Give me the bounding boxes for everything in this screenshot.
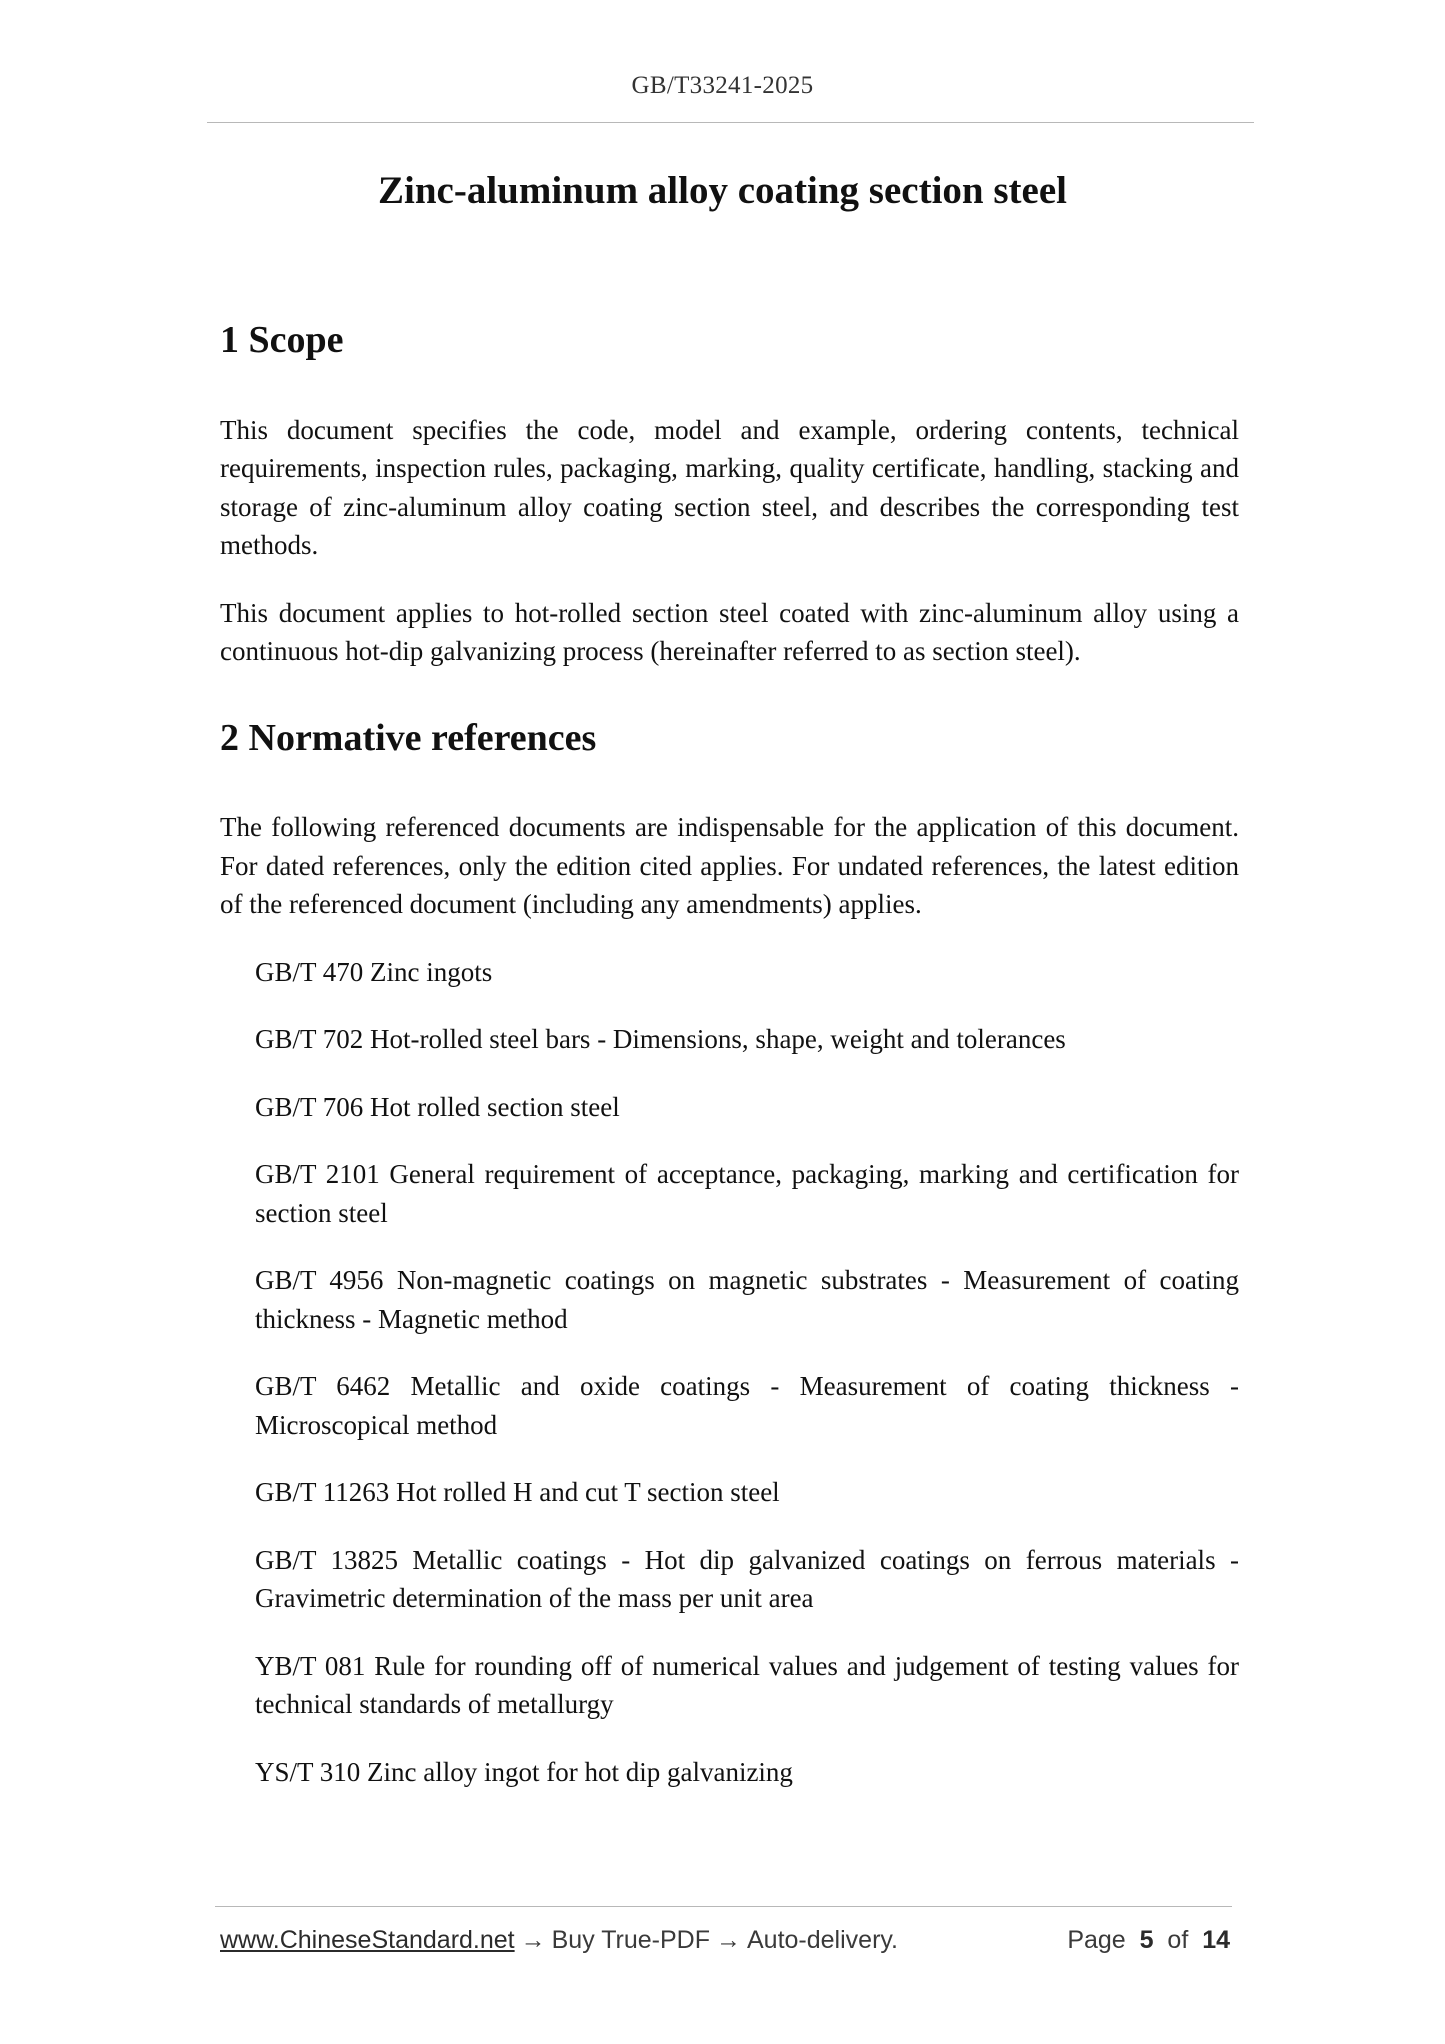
reference-item: GB/T 702 Hot-rolled steel bars - Dimensions, shape, weight and tolerances xyxy=(255,1024,1066,1055)
section-heading-normative-references: 2 Normative references xyxy=(220,716,597,759)
reference-item: GB/T 2101 General requirement of acceptance, packaging, marking and certification for section steel xyxy=(255,1159,1239,1228)
section-heading-scope: 1 Scope xyxy=(220,319,344,361)
reference-item: YS/T 310 Zinc alloy ingot for hot dip galvanizing xyxy=(255,1756,793,1787)
header-divider xyxy=(207,122,1254,123)
reference-item: YB/T 081 Rule for rounding off of numerical values and judgement of testing values for technical standards of metallurgy xyxy=(255,1650,1239,1720)
scope-paragraph: This document specifies the code, model and example, ordering contents, technical requirements, inspection rules, packaging, marking, quality certificate, handling, stacking and storage of zinc-aluminum alloy coating section steel, and describes the corresponding test methods. xyxy=(220,414,1239,561)
page-word: Page xyxy=(1067,1926,1126,1954)
page-number xyxy=(1067,1926,1230,1955)
document-body xyxy=(220,318,1239,1791)
reference-item: GB/T 470 Zinc ingots xyxy=(255,956,493,987)
reference-item: GB/T 11263 Hot rolled H and cut T section steel xyxy=(255,1477,780,1508)
reference-item: GB/T 13825 Metallic coatings - Hot dip galvanized coatings on ferrous materials - Gravimetric determination of the mass per unit area xyxy=(255,1544,1239,1614)
current-page-number: 5 xyxy=(1139,1926,1154,1954)
arrow-right-icon: → xyxy=(520,1926,546,1954)
reference-item: GB/T 4956 Non-magnetic coatings on magnetic substrates - Measurement of coating thickness - Magnetic method xyxy=(255,1265,1239,1334)
total-page-count: 14 xyxy=(1202,1926,1230,1954)
footer-promo xyxy=(220,1926,898,1955)
of-word: of xyxy=(1167,1926,1189,1954)
running-header: GB/T33241-2025 xyxy=(631,72,814,99)
reference-list xyxy=(220,953,1239,1792)
document-title: Zinc-aluminum alloy coating section steel xyxy=(378,169,1067,212)
reference-item: GB/T 706 Hot rolled section steel xyxy=(255,1091,620,1122)
arrow-right-icon: → xyxy=(716,1926,741,1954)
scope-paragraph: This document applies to hot-rolled section steel coated with zinc-aluminum alloy using a continuous hot-dip galvanizing process (hereinafter referred to as section steel). xyxy=(220,597,1239,667)
normative-references-intro: The following referenced documents are indispensable for the application of this document. For dated references, only the edition cited applies. For undated references, the latest edition of the referenced document (including any amendments) applies. xyxy=(220,812,1239,920)
reference-item: GB/T 6462 Metallic and oxide coatings - Measurement of coating thickness - Microscopical method xyxy=(255,1371,1239,1440)
buy-true-pdf-text: Buy True-PDF xyxy=(551,1926,710,1954)
auto-delivery-text: Auto-delivery. xyxy=(747,1926,898,1954)
chinesestandard-link[interactable]: www.ChineseStandard.net xyxy=(220,1926,515,1954)
footer-divider xyxy=(215,1906,1232,1907)
